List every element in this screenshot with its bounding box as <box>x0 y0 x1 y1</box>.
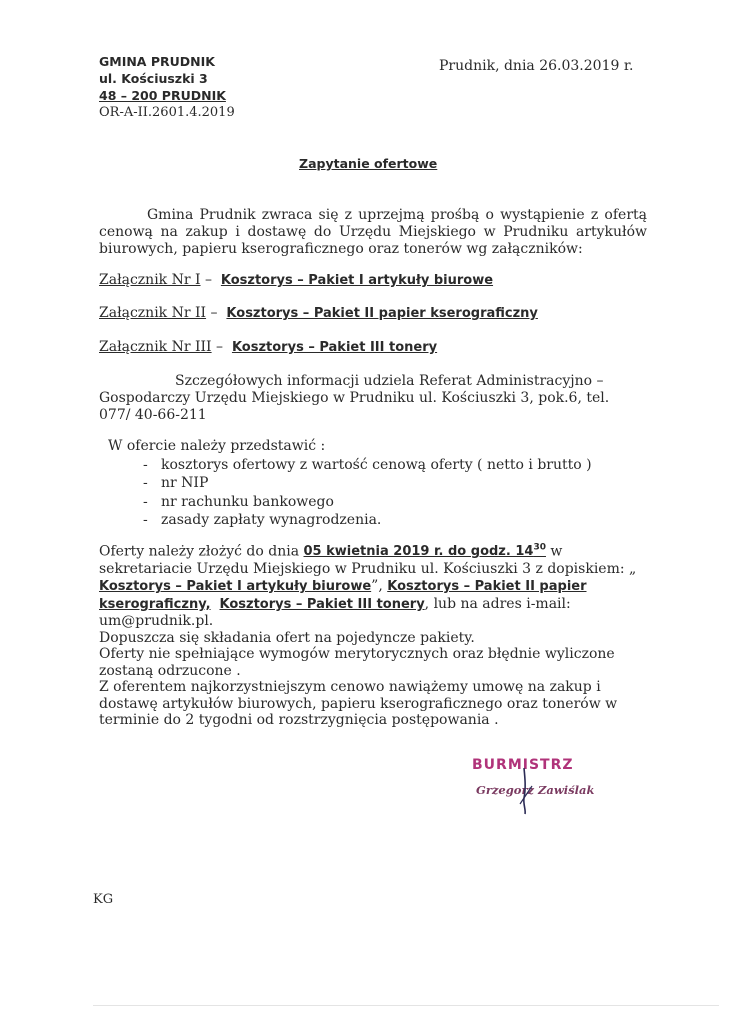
list-item: - kosztorys ofertowy z wartość cenową oferty ( netto i brutto ) <box>108 456 592 475</box>
reference-number: OR-A-II.2601.4.2019 <box>99 105 235 120</box>
attachment-2 <box>99 305 538 321</box>
intro-paragraph <box>99 207 647 258</box>
signature-stroke <box>518 766 534 816</box>
deadline-text-1: Oferty należy złożyć do dnia <box>99 543 304 560</box>
offer-heading: W ofercie należy przedstawić : <box>108 438 326 454</box>
attachment-3-sep: – <box>211 339 228 355</box>
attachment-1-value: Kosztorys – Pakiet I artykuły biurowe <box>220 273 494 288</box>
deadline-section <box>99 540 639 729</box>
list-item: - nr NIP <box>108 474 592 493</box>
attachment-2-value: Kosztorys – Pakiet II papier kserograficzny <box>226 306 538 321</box>
deadline-date-text: 05 kwietnia 2019 r. do godz. 14 <box>303 544 534 560</box>
package-2-label: Kosztorys – Pakiet II papier kserograficzny, <box>99 579 587 612</box>
rejection-note: Oferty nie spełniające wymogów merytorycznych oraz błędnie wyliczone zostaną odrzucone . <box>99 646 615 679</box>
deadline-date <box>304 544 546 559</box>
intro-text: Gmina Prudnik zwraca się z uprzejmą prośbą o wystąpienie z ofertą cenową na zakup i dostawę do Urzędu Miejskiego w Prudniku artykułów biurowych, papieru kserograficznego oraz tonerów wg załączników: <box>99 207 647 257</box>
signature-title: BURMISTRZ <box>472 757 574 773</box>
deadline-date-sup: 30 <box>533 543 546 553</box>
page-edge-line <box>93 1005 719 1006</box>
document-title: Zapytanie ofertowe <box>299 156 438 171</box>
quote-close: ”, <box>371 578 388 595</box>
contact-info-text: Szczegółowych informacji udziela Referat Administracyjno – Gospodarczy Urzędu Miejskiego w Prudniku ul. Kościuszki 3, pok.6, tel. 077/ 40-66-211 <box>99 373 610 423</box>
deadline-paragraph <box>99 540 639 630</box>
sender-street: ul. Kościuszki 3 <box>99 71 208 86</box>
partial-offers-note: Dopuszcza się składania ofert na pojedyncze pakiety. <box>99 629 475 646</box>
sender-block <box>99 53 235 121</box>
signature-name: Grzegorz Zawiślak <box>476 783 595 797</box>
package-1-label: Kosztorys – Pakiet I artykuły biurowe <box>99 579 372 595</box>
package-3-label: Kosztorys – Pakiet III tonery <box>219 596 425 612</box>
deadline-text-3: , lub na adres i-mail: um@prudnik.pl. <box>99 595 571 630</box>
contract-note: Z oferentem najkorzystniejszym cenowo nawiążemy umowę na zakup i dostawę artykułów biurowych, papieru kserograficznego oraz tonerów w terminie do 2 tygodni od rozstrzygnięcia postępowania . <box>99 679 618 729</box>
deadline-text-2: w sekretariacie Urzędu Miejskiego w Prudniku ul. Kościuszki 3 z dopiskiem: <box>99 543 630 577</box>
attachment-3 <box>99 339 437 355</box>
quote-open: „ <box>629 560 637 577</box>
attachment-3-label: Załącznik Nr III <box>99 339 212 355</box>
list-item: - zasady zapłaty wynagrodzenia. <box>108 511 592 530</box>
attachment-1-label: Załącznik Nr I <box>99 272 201 288</box>
attachment-2-label: Załącznik Nr II <box>99 305 207 321</box>
offer-requirements <box>108 437 592 530</box>
sender-name: GMINA PRUDNIK <box>99 54 215 69</box>
letter-date: Prudnik, dnia 26.03.2019 r. <box>439 58 634 74</box>
attachment-1-sep: – <box>200 272 217 288</box>
attachment-1 <box>99 272 493 288</box>
attachment-3-value: Kosztorys – Pakiet III tonery <box>231 340 438 355</box>
offer-list <box>108 456 592 530</box>
contact-info-paragraph <box>99 373 619 424</box>
attachment-2-sep: – <box>206 305 222 321</box>
author-initials: KG <box>93 892 114 907</box>
sender-postal: 48 – 200 PRUDNIK <box>99 88 226 103</box>
list-item: - nr rachunku bankowego <box>108 493 592 512</box>
